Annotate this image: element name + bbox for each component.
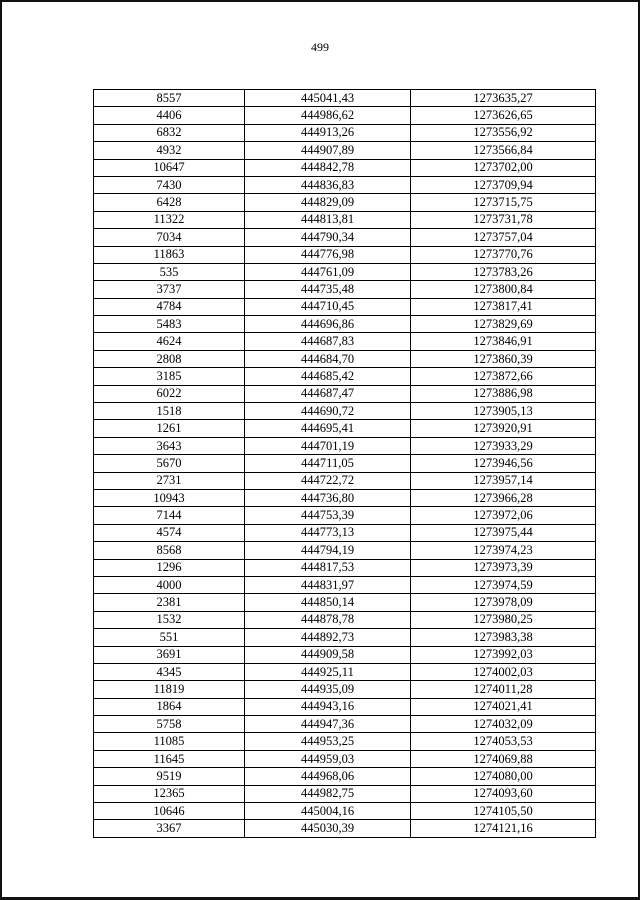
table-row	[94, 768, 596, 785]
table-row	[94, 350, 596, 367]
y-coordinate-cell: 1274105,50	[411, 803, 596, 820]
point-number-cell: 1532	[94, 611, 245, 628]
y-coordinate-cell: 1273635,27	[411, 90, 596, 107]
point-number-cell: 5670	[94, 455, 245, 472]
point-number-cell: 11085	[94, 733, 245, 750]
y-coordinate-cell: 1273846,91	[411, 333, 596, 350]
table-row	[94, 663, 596, 680]
x-coordinate-cell: 444773,13	[245, 524, 411, 541]
x-coordinate-cell: 444687,83	[245, 333, 411, 350]
x-coordinate-cell: 444736,80	[245, 489, 411, 506]
point-number-cell: 10943	[94, 489, 245, 506]
point-number-cell: 2381	[94, 594, 245, 611]
point-number-cell: 2731	[94, 472, 245, 489]
x-coordinate-cell: 444842,78	[245, 159, 411, 176]
point-number-cell: 6022	[94, 385, 245, 402]
y-coordinate-cell: 1273933,29	[411, 437, 596, 454]
table-row	[94, 681, 596, 698]
point-number-cell: 8568	[94, 542, 245, 559]
table-body	[94, 90, 596, 838]
x-coordinate-cell: 444831,97	[245, 576, 411, 593]
point-number-cell: 2808	[94, 350, 245, 367]
point-number-cell: 551	[94, 629, 245, 646]
y-coordinate-cell: 1273983,38	[411, 629, 596, 646]
y-coordinate-cell: 1273757,04	[411, 229, 596, 246]
x-coordinate-cell: 444722,72	[245, 472, 411, 489]
x-coordinate-cell: 444696,86	[245, 316, 411, 333]
x-coordinate-cell: 444907,89	[245, 142, 411, 159]
point-number-cell: 4932	[94, 142, 245, 159]
table-row	[94, 750, 596, 767]
table-row	[94, 785, 596, 802]
point-number-cell: 3691	[94, 646, 245, 663]
table-row	[94, 646, 596, 663]
y-coordinate-cell: 1273817,41	[411, 298, 596, 315]
point-number-cell: 4000	[94, 576, 245, 593]
y-coordinate-cell: 1273556,92	[411, 124, 596, 141]
y-coordinate-cell: 1274080,00	[411, 768, 596, 785]
point-number-cell: 1864	[94, 698, 245, 715]
y-coordinate-cell: 1273992,03	[411, 646, 596, 663]
point-number-cell: 1296	[94, 559, 245, 576]
y-coordinate-cell: 1273905,13	[411, 403, 596, 420]
y-coordinate-cell: 1274011,28	[411, 681, 596, 698]
table-row	[94, 333, 596, 350]
x-coordinate-cell: 444684,70	[245, 350, 411, 367]
scan-border-left	[0, 0, 2, 900]
table-row	[94, 194, 596, 211]
point-number-cell: 5758	[94, 716, 245, 733]
table-row	[94, 298, 596, 315]
x-coordinate-cell: 444813,81	[245, 211, 411, 228]
y-coordinate-cell: 1273946,56	[411, 455, 596, 472]
point-number-cell: 9519	[94, 768, 245, 785]
point-number-cell: 3643	[94, 437, 245, 454]
y-coordinate-cell: 1273783,26	[411, 263, 596, 280]
y-coordinate-cell: 1273860,39	[411, 350, 596, 367]
x-coordinate-cell: 444959,03	[245, 750, 411, 767]
y-coordinate-cell: 1273920,91	[411, 420, 596, 437]
table-row	[94, 229, 596, 246]
x-coordinate-cell: 444986,62	[245, 107, 411, 124]
table-row	[94, 594, 596, 611]
scan-border-top	[0, 0, 640, 2]
y-coordinate-cell: 1273966,28	[411, 489, 596, 506]
point-number-cell: 4406	[94, 107, 245, 124]
x-coordinate-cell: 444687,47	[245, 385, 411, 402]
y-coordinate-cell: 1274032,09	[411, 716, 596, 733]
point-number-cell: 10646	[94, 803, 245, 820]
point-number-cell: 3185	[94, 368, 245, 385]
x-coordinate-cell: 444790,34	[245, 229, 411, 246]
y-coordinate-cell: 1273709,94	[411, 176, 596, 193]
table-row	[94, 820, 596, 837]
point-number-cell: 12365	[94, 785, 245, 802]
y-coordinate-cell: 1274053,53	[411, 733, 596, 750]
point-number-cell: 3737	[94, 281, 245, 298]
x-coordinate-cell: 444892,73	[245, 629, 411, 646]
point-number-cell: 1518	[94, 403, 245, 420]
y-coordinate-cell: 1273800,84	[411, 281, 596, 298]
y-coordinate-cell: 1273731,78	[411, 211, 596, 228]
x-coordinate-cell: 444690,72	[245, 403, 411, 420]
table-row	[94, 281, 596, 298]
y-coordinate-cell: 1273975,44	[411, 524, 596, 541]
y-coordinate-cell: 1273715,75	[411, 194, 596, 211]
x-coordinate-cell: 444878,78	[245, 611, 411, 628]
x-coordinate-cell: 444935,09	[245, 681, 411, 698]
point-number-cell: 8557	[94, 90, 245, 107]
table-row	[94, 403, 596, 420]
table-row	[94, 176, 596, 193]
point-number-cell: 3367	[94, 820, 245, 837]
x-coordinate-cell: 444953,25	[245, 733, 411, 750]
point-number-cell: 11322	[94, 211, 245, 228]
table-row	[94, 698, 596, 715]
table-row	[94, 542, 596, 559]
x-coordinate-cell: 444943,16	[245, 698, 411, 715]
point-number-cell: 1261	[94, 420, 245, 437]
point-number-cell: 5483	[94, 316, 245, 333]
x-coordinate-cell: 445004,16	[245, 803, 411, 820]
y-coordinate-cell: 1273972,06	[411, 507, 596, 524]
table-row	[94, 437, 596, 454]
x-coordinate-cell: 444982,75	[245, 785, 411, 802]
page-number: 499	[311, 40, 329, 54]
x-coordinate-cell: 445041,43	[245, 90, 411, 107]
y-coordinate-cell: 1273566,84	[411, 142, 596, 159]
table-row	[94, 246, 596, 263]
y-coordinate-cell: 1274121,16	[411, 820, 596, 837]
y-coordinate-cell: 1273974,59	[411, 576, 596, 593]
x-coordinate-cell: 445030,39	[245, 820, 411, 837]
x-coordinate-cell: 444968,06	[245, 768, 411, 785]
table-row	[94, 90, 596, 107]
table-row	[94, 716, 596, 733]
y-coordinate-cell: 1273872,66	[411, 368, 596, 385]
y-coordinate-cell: 1273829,69	[411, 316, 596, 333]
table-row	[94, 316, 596, 333]
point-number-cell: 7430	[94, 176, 245, 193]
table-row	[94, 211, 596, 228]
coordinates-table	[93, 89, 596, 838]
table-row	[94, 559, 596, 576]
y-coordinate-cell: 1273702,00	[411, 159, 596, 176]
x-coordinate-cell: 444925,11	[245, 663, 411, 680]
x-coordinate-cell: 444710,45	[245, 298, 411, 315]
y-coordinate-cell: 1273973,39	[411, 559, 596, 576]
point-number-cell: 11819	[94, 681, 245, 698]
x-coordinate-cell: 444909,58	[245, 646, 411, 663]
y-coordinate-cell: 1273886,98	[411, 385, 596, 402]
x-coordinate-cell: 444829,09	[245, 194, 411, 211]
table-row	[94, 803, 596, 820]
point-number-cell: 4574	[94, 524, 245, 541]
point-number-cell: 6428	[94, 194, 245, 211]
table-row	[94, 733, 596, 750]
table-row	[94, 420, 596, 437]
table-row	[94, 455, 596, 472]
point-number-cell: 11863	[94, 246, 245, 263]
x-coordinate-cell: 444836,83	[245, 176, 411, 193]
point-number-cell: 10647	[94, 159, 245, 176]
table-row	[94, 611, 596, 628]
point-number-cell: 535	[94, 263, 245, 280]
x-coordinate-cell: 444711,05	[245, 455, 411, 472]
y-coordinate-cell: 1273770,76	[411, 246, 596, 263]
x-coordinate-cell: 444947,36	[245, 716, 411, 733]
point-number-cell: 7144	[94, 507, 245, 524]
y-coordinate-cell: 1273978,09	[411, 594, 596, 611]
x-coordinate-cell: 444850,14	[245, 594, 411, 611]
x-coordinate-cell: 444761,09	[245, 263, 411, 280]
point-number-cell: 7034	[94, 229, 245, 246]
y-coordinate-cell: 1273957,14	[411, 472, 596, 489]
table-row	[94, 629, 596, 646]
table-row	[94, 263, 596, 280]
table-row	[94, 524, 596, 541]
x-coordinate-cell: 444685,42	[245, 368, 411, 385]
y-coordinate-cell: 1274002,03	[411, 663, 596, 680]
point-number-cell: 4345	[94, 663, 245, 680]
x-coordinate-cell: 444776,98	[245, 246, 411, 263]
table-row	[94, 124, 596, 141]
table-row	[94, 507, 596, 524]
point-number-cell: 4624	[94, 333, 245, 350]
table-row	[94, 142, 596, 159]
x-coordinate-cell: 444695,41	[245, 420, 411, 437]
y-coordinate-cell: 1273974,23	[411, 542, 596, 559]
x-coordinate-cell: 444735,48	[245, 281, 411, 298]
x-coordinate-cell: 444817,53	[245, 559, 411, 576]
x-coordinate-cell: 444701,19	[245, 437, 411, 454]
y-coordinate-cell: 1274069,88	[411, 750, 596, 767]
y-coordinate-cell: 1274093,60	[411, 785, 596, 802]
y-coordinate-cell: 1273626,65	[411, 107, 596, 124]
point-number-cell: 11645	[94, 750, 245, 767]
table-row	[94, 489, 596, 506]
point-number-cell: 4784	[94, 298, 245, 315]
table-row	[94, 368, 596, 385]
table-row	[94, 159, 596, 176]
table-row	[94, 107, 596, 124]
point-number-cell: 6832	[94, 124, 245, 141]
table-row	[94, 472, 596, 489]
y-coordinate-cell: 1274021,41	[411, 698, 596, 715]
x-coordinate-cell: 444794,19	[245, 542, 411, 559]
x-coordinate-cell: 444753,39	[245, 507, 411, 524]
table-row	[94, 385, 596, 402]
table-row	[94, 576, 596, 593]
x-coordinate-cell: 444913,26	[245, 124, 411, 141]
y-coordinate-cell: 1273980,25	[411, 611, 596, 628]
